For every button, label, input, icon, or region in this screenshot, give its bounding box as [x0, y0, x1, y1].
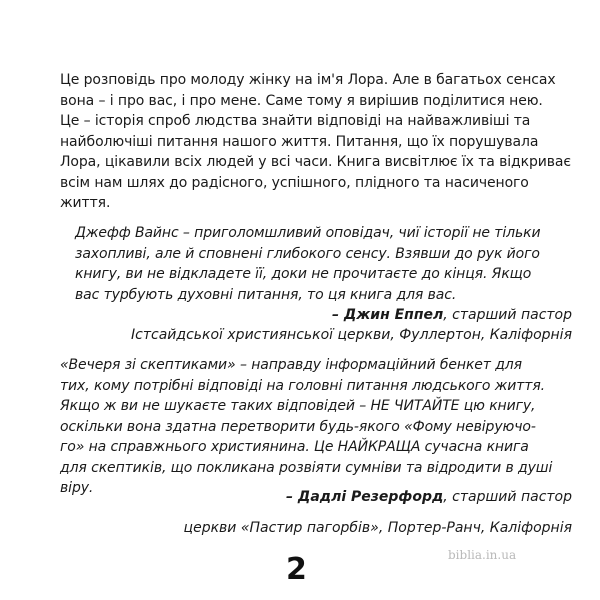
quote-line: книгу, ви не відкладете її, доки не прочитаєте до кінця. Якщо — [75, 266, 532, 282]
quote-line: го» на справжнього християнина. Це НАЙКРАЩА сучасна книга — [60, 439, 529, 455]
quote-line: віру. — [60, 480, 94, 496]
quote-line: Якщо ж ви не шукаєте таких відповідей – НЕ ЧИТАЙТЕ цю книгу, — [60, 398, 536, 414]
intro-line: життя. — [60, 195, 111, 211]
quote-line: оскільки вона здатна перетворити будь-якого «Фому невіруючо- — [60, 418, 536, 435]
quote-1-role: , старший пастор — [443, 307, 572, 323]
quote-1-attribution — [332, 305, 572, 326]
page-number — [282, 550, 318, 600]
intro-line: всім нам шлях до радісного, успішного, плідного та насиченого — [60, 174, 529, 191]
endorsement-quote-1 — [75, 223, 575, 305]
intro-paragraph — [60, 70, 580, 214]
quote-2-role: , старший пастор — [443, 489, 572, 505]
endorsement-quote-2 — [60, 355, 580, 499]
site-watermark: biblia.in.ua — [448, 548, 517, 562]
quote-line: вас турбують духовні питання, то ця книга для вас. — [75, 286, 457, 303]
intro-line: вона – і про вас, і про мене. Саме тому я вирішив поділитися нею. — [60, 92, 543, 109]
intro-line: найболючіші питання нашого життя. Питання, що їх порушувала — [60, 133, 539, 150]
quote-line: Джефф Вайнс – приголомшливий оповідач, чиї історії не тільки — [75, 225, 541, 241]
quote-line: захопливі, але й сповнені глибокого сенсу. Взявши до рук його — [75, 245, 540, 262]
intro-line: Це – історія спроб людства знайти відповіді на найважливіші та — [60, 113, 531, 129]
quote-2-affiliation: церкви «Пастир пагорбів», Портер-Ранч, Каліфорнія — [183, 520, 572, 536]
quote-1-author: – Джин Еппел — [331, 307, 444, 323]
quote-line: для скептиків, що покликана розвіяти сумніви та відродити в душі — [60, 459, 553, 476]
quote-1-affiliation: Істсайдської християнської церкви, Фуллертон, Каліфорнія — [131, 327, 572, 343]
page-number-text: 2 — [286, 552, 307, 587]
quote-2-attribution — [286, 487, 572, 508]
intro-line: Лора, цікавили всіх людей у всі часи. Книга висвітлює їх та відкриває — [60, 154, 571, 170]
quote-2-author: – Дадлі Резерфорд — [286, 489, 444, 505]
intro-line: Це розповідь про молоду жінку на ім'я Лора. Але в багатьох сенсах — [60, 72, 556, 88]
quote-line: тих, кому потрібні відповіді на головні питання людського життя. — [60, 377, 546, 394]
quote-line: «Вечеря зі скептиками» – направду інформаційний бенкет для — [60, 357, 522, 373]
